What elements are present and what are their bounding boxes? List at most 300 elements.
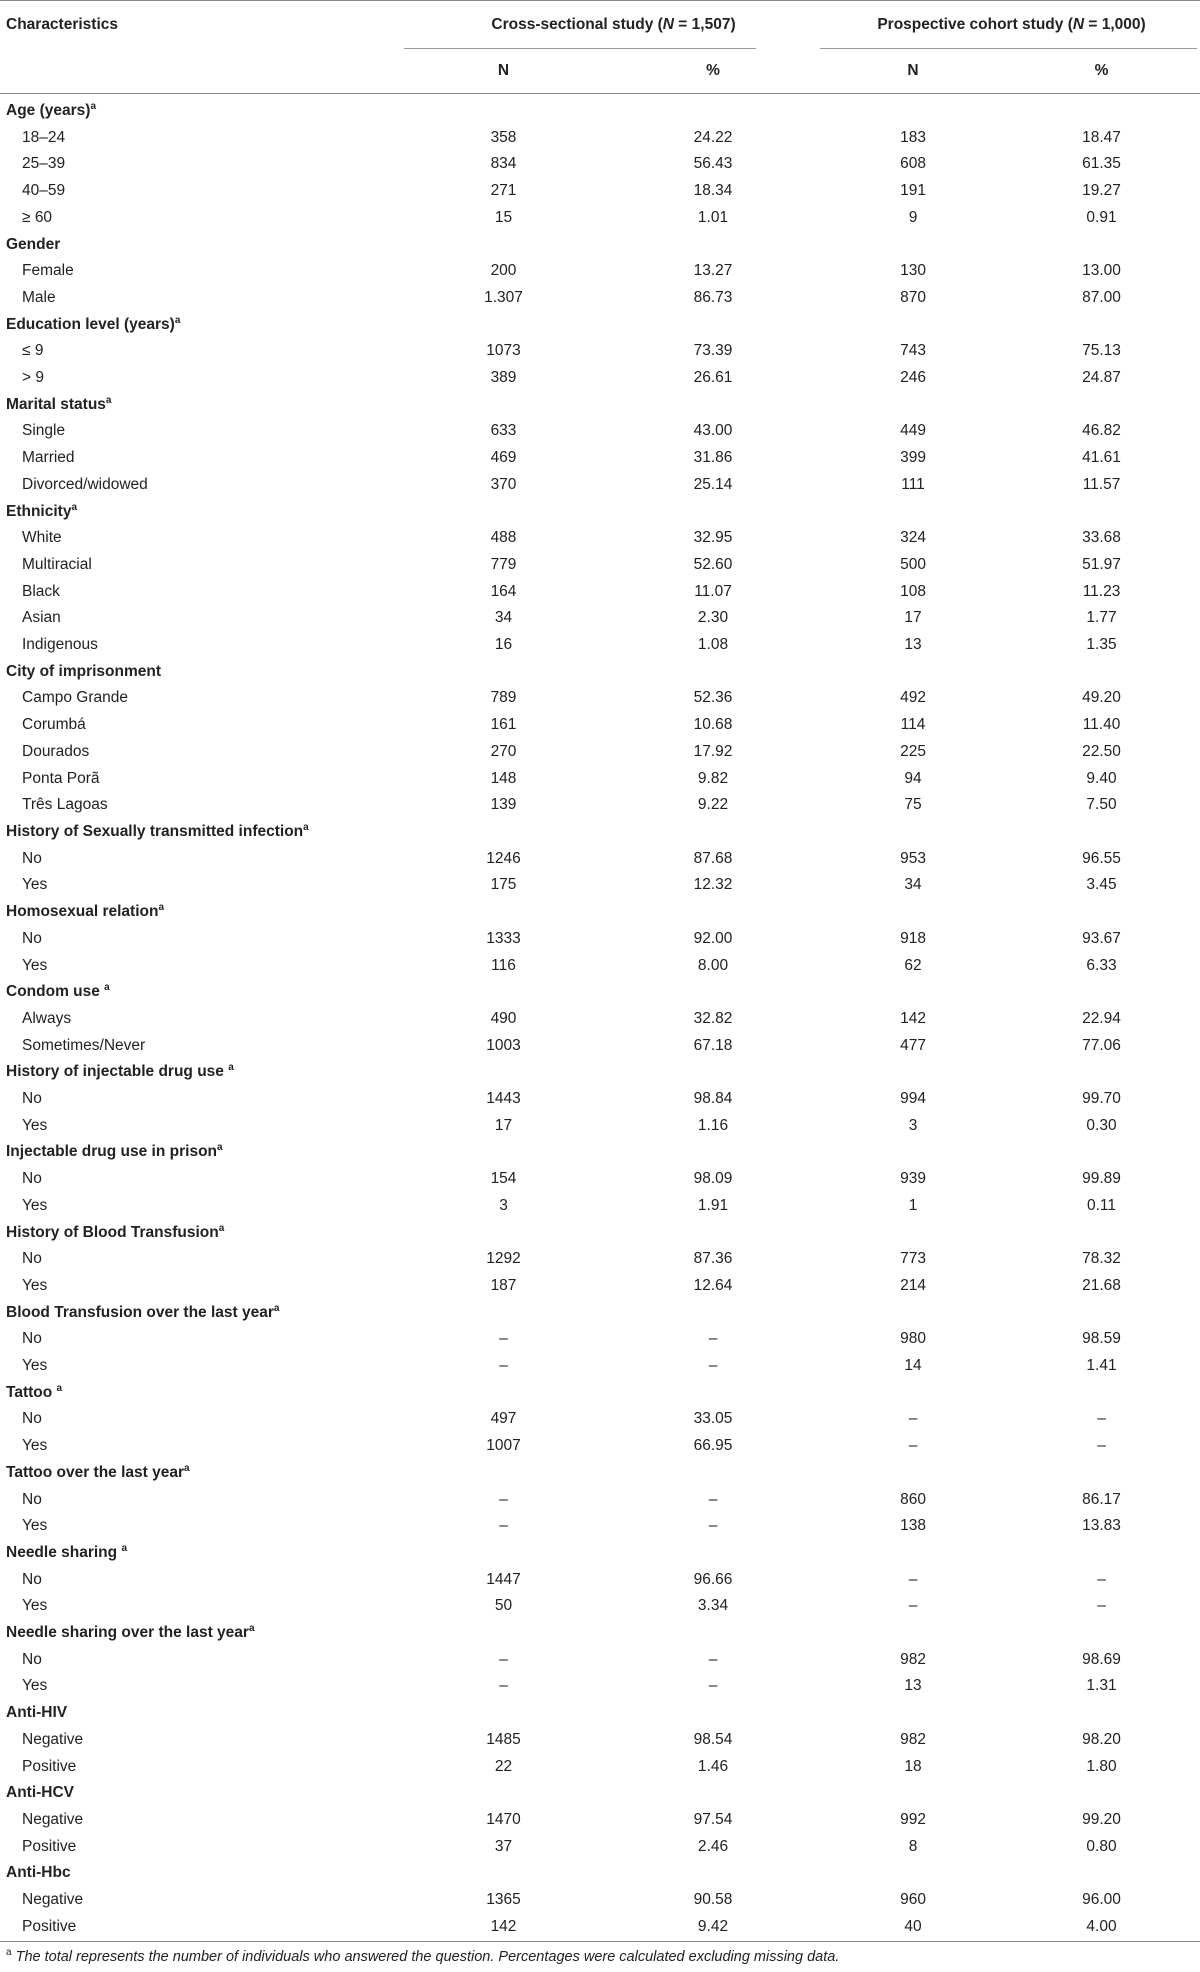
table-row	[0, 1727, 1200, 1754]
cs-pct-cell: 8.00	[697, 956, 729, 974]
pc-pct-cell: 1.31	[1086, 1677, 1117, 1695]
section-label: Needle sharing over the last year$^a$	[6, 1623, 255, 1642]
table-row	[0, 1273, 1200, 1300]
table-row	[0, 766, 1200, 793]
cs-n-cell: 200	[490, 262, 517, 280]
header-cs-n: N	[404, 49, 603, 94]
section-row	[0, 1460, 1200, 1487]
cs-n-cell: 164	[490, 582, 517, 600]
cs-n-cell: 834	[490, 155, 517, 173]
table-row	[0, 1887, 1200, 1914]
pc-n-cell: 3	[908, 1116, 918, 1134]
footnote-marker: a	[228, 1062, 234, 1074]
footnote-marker: a	[104, 982, 110, 994]
section-row	[0, 819, 1200, 846]
cs-pct-cell: 10.68	[693, 716, 733, 734]
cs-pct-cell: 90.58	[693, 1891, 733, 1909]
footnote-marker: a	[174, 314, 181, 326]
cs-pct-cell: 73.39	[693, 342, 733, 360]
pc-pct-cell: 51.97	[1082, 555, 1121, 573]
row-label: Asian	[22, 609, 61, 627]
section-row	[0, 1860, 1200, 1887]
cs-pct-cell: 97.54	[693, 1811, 733, 1828]
cs-n-cell: 3	[499, 1196, 508, 1214]
table-row	[0, 1914, 1200, 1941]
row-label: Yes	[22, 1196, 48, 1214]
cs-pct-cell: 33.05	[693, 1410, 733, 1428]
cs-pct-cell: 9.22	[697, 796, 729, 814]
cs-pct-cell: 1.08	[697, 636, 729, 654]
cs-n-cell: 187	[490, 1276, 517, 1294]
cs-n-cell: 1003	[486, 1036, 521, 1054]
section-label: History of injectable drug use $^a$	[6, 1062, 234, 1081]
pc-n-cell: 9	[908, 208, 918, 226]
section-label: Anti-HCV	[6, 1784, 75, 1802]
section-label: Anti-HIV	[6, 1704, 68, 1722]
pc-n-cell: 13	[904, 1677, 922, 1695]
pc-pct-cell: 93.67	[1082, 929, 1121, 947]
header-prospective-cohort: Prospective cohort study (N = 1,000)	[823, 1, 1200, 50]
cs-n-cell: 116	[491, 956, 516, 974]
pc-n-cell: 500	[900, 555, 926, 573]
row-label: Negative	[22, 1730, 84, 1748]
pc-n-cell: 225	[900, 742, 926, 760]
cs-pct-cell: –	[708, 1650, 718, 1668]
table-row	[0, 285, 1200, 312]
table-row	[0, 1353, 1200, 1380]
section-label: Ethnicity$^a$	[6, 501, 78, 520]
section-row	[0, 659, 1200, 686]
pc-n-cell: 13	[904, 636, 922, 654]
pc-n-cell: 918	[900, 929, 926, 947]
pc-pct-cell: 11.23	[1082, 582, 1121, 600]
cs-n-cell: –	[499, 1650, 508, 1668]
pc-pct-cell: 21.68	[1082, 1276, 1121, 1294]
section-row	[0, 312, 1200, 339]
pc-pct-cell: 87.00	[1082, 288, 1121, 306]
pc-pct-cell: 13.00	[1082, 262, 1121, 280]
pc-pct-cell: –	[1097, 1570, 1106, 1588]
row-label: Campo Grande	[22, 689, 128, 707]
pc-n-cell: 34	[904, 876, 922, 894]
header-characteristics: Characteristics	[0, 1, 404, 50]
group1-underline	[404, 48, 756, 49]
cs-pct-cell: 32.82	[693, 1009, 733, 1027]
pc-pct-cell: 22.50	[1082, 742, 1121, 760]
cs-n-cell: 50	[494, 1597, 513, 1615]
footnote-marker: a	[217, 1142, 223, 1154]
cs-pct-cell: 92.00	[693, 929, 733, 947]
section-row	[0, 392, 1200, 419]
pc-n-cell: 773	[900, 1250, 926, 1268]
pc-pct-cell: 75.13	[1082, 342, 1121, 360]
cs-pct-cell: 1.16	[697, 1116, 729, 1134]
pc-pct-cell: 61.35	[1082, 155, 1121, 173]
cs-pct-cell: 1.91	[697, 1196, 729, 1214]
table-row	[0, 739, 1200, 766]
pc-pct-cell: 4.00	[1086, 1917, 1117, 1935]
pc-n-cell: –	[908, 1437, 918, 1455]
section-label: Blood Transfusion over the last year$^a$	[6, 1302, 280, 1321]
table-row	[0, 418, 1200, 445]
row-label: Yes	[22, 1597, 48, 1615]
table-row	[0, 1166, 1200, 1193]
row-label: Yes	[22, 1276, 48, 1294]
row-label: 25–39	[22, 155, 66, 173]
table-row	[0, 1513, 1200, 1540]
pc-pct-cell: 9.40	[1086, 769, 1117, 787]
pc-n-cell: 130	[900, 262, 926, 280]
table-row	[0, 685, 1200, 712]
section-label: Condom use $^a$	[6, 982, 110, 1001]
cs-n-cell: 1470	[486, 1811, 521, 1828]
cs-pct-cell: 11.07	[694, 582, 732, 600]
row-label: Single	[22, 422, 66, 440]
table-row	[0, 1834, 1200, 1861]
pc-n-cell: 246	[900, 369, 926, 387]
pc-pct-cell: 11.40	[1082, 716, 1121, 734]
pc-pct-cell: 99.70	[1082, 1090, 1121, 1108]
table-row	[0, 1673, 1200, 1700]
pc-n-cell: 142	[900, 1009, 926, 1027]
pc-n-cell: 40	[904, 1917, 922, 1935]
pc-pct-cell: 49.20	[1082, 689, 1121, 707]
table-row	[0, 472, 1200, 499]
pc-n-cell: 18	[904, 1757, 922, 1775]
table-row	[0, 1006, 1200, 1033]
table-row	[0, 1754, 1200, 1781]
row-label: No	[22, 1570, 42, 1588]
table-row	[0, 552, 1200, 579]
pc-pct-cell: 0.80	[1086, 1837, 1117, 1855]
section-row	[0, 1780, 1200, 1807]
pc-pct-cell: 96.55	[1082, 849, 1121, 867]
row-label: 18–24	[22, 128, 66, 146]
row-label: Positive	[22, 1757, 77, 1775]
table-row	[0, 605, 1200, 632]
row-label: Negative	[22, 1891, 84, 1909]
cs-n-cell: 16	[494, 636, 513, 654]
cs-pct-cell: 86.73	[693, 288, 733, 306]
footnote-marker: a	[184, 1462, 190, 1474]
pc-pct-cell: 1.77	[1086, 609, 1117, 627]
cs-n-cell: 1333	[486, 929, 521, 947]
table-row	[0, 846, 1200, 873]
row-label: Positive	[22, 1917, 77, 1935]
cs-pct-cell: 87.68	[693, 849, 733, 867]
row-label: Yes	[22, 1116, 48, 1134]
cs-pct-cell: –	[708, 1357, 718, 1375]
row-label: Yes	[22, 1677, 48, 1695]
cs-n-cell: 142	[490, 1917, 517, 1935]
table-row	[0, 151, 1200, 178]
pc-pct-cell: 1.41	[1086, 1357, 1117, 1375]
pc-pct-cell: 13.83	[1082, 1517, 1121, 1535]
cs-pct-cell: 9.42	[697, 1917, 729, 1935]
table-row	[0, 1433, 1200, 1460]
section-row	[0, 1620, 1200, 1647]
cs-pct-cell: –	[708, 1490, 718, 1508]
cs-pct-cell: 3.34	[697, 1597, 729, 1615]
pc-n-cell: 1	[908, 1196, 918, 1214]
pc-pct-cell: 41.61	[1082, 449, 1121, 467]
cs-n-cell: 1292	[486, 1250, 521, 1268]
section-row	[0, 94, 1200, 125]
pc-n-cell: 477	[900, 1036, 926, 1054]
footnote-marker: a	[56, 1382, 63, 1394]
cs-pct-cell: 96.66	[693, 1570, 733, 1588]
cs-n-cell: 161	[490, 716, 517, 734]
pc-n-cell: 939	[900, 1170, 926, 1188]
pc-pct-cell: –	[1097, 1437, 1106, 1455]
row-label: Yes	[22, 1517, 48, 1535]
footnote-marker: a	[158, 902, 165, 914]
row-label: No	[22, 1170, 42, 1188]
pc-n-cell: 114	[900, 716, 926, 734]
table-row	[0, 125, 1200, 152]
section-label: History of Sexually transmitted infection$^a$	[6, 821, 309, 840]
section-row	[0, 1700, 1200, 1727]
section-row	[0, 1540, 1200, 1567]
pc-n-cell: 17	[904, 609, 922, 627]
section-row	[0, 1220, 1200, 1247]
section-label: Anti-Hbc	[6, 1864, 71, 1882]
group2-underline	[820, 48, 1197, 49]
footnote-marker: a	[303, 821, 309, 833]
pc-n-cell: 992	[900, 1811, 926, 1828]
table-row	[0, 1567, 1200, 1594]
pc-n-cell: –	[908, 1570, 918, 1588]
cs-pct-cell: 52.36	[693, 689, 733, 707]
cs-n-cell: 1073	[486, 342, 521, 360]
section-row	[0, 499, 1200, 526]
section-row	[0, 979, 1200, 1006]
pc-pct-cell: 96.00	[1082, 1891, 1121, 1909]
pc-pct-cell: 46.82	[1082, 422, 1121, 440]
section-label: Tattoo $^a$	[6, 1382, 63, 1401]
pc-pct-cell: 99.20	[1082, 1811, 1121, 1828]
cs-n-cell: 15	[494, 208, 513, 226]
cs-pct-cell: 98.84	[693, 1090, 733, 1108]
cs-n-cell: 154	[490, 1170, 517, 1188]
cs-pct-cell: 24.22	[693, 128, 733, 146]
pc-n-cell: 75	[904, 796, 922, 814]
section-label: Education level (years)$^a$	[6, 314, 181, 333]
row-label: Multiracial	[22, 555, 92, 573]
cs-pct-cell: 98.54	[693, 1730, 733, 1748]
pc-n-cell: 8	[908, 1837, 918, 1855]
pc-pct-cell: 18.47	[1082, 128, 1121, 146]
cs-n-cell: 1447	[486, 1570, 521, 1588]
section-label: Gender	[6, 235, 61, 253]
header-cs-pct: %	[603, 49, 823, 94]
row-label: ≤ 9	[22, 342, 44, 360]
cs-pct-cell: –	[708, 1330, 718, 1348]
cs-pct-cell: 31.86	[693, 449, 733, 467]
pc-n-cell: 14	[904, 1357, 922, 1375]
section-row	[0, 1380, 1200, 1407]
table-row	[0, 1033, 1200, 1060]
footnote-marker: a	[248, 1623, 255, 1635]
cs-n-cell: –	[499, 1677, 508, 1695]
cs-pct-cell: 12.32	[693, 876, 733, 894]
row-label: No	[22, 1490, 42, 1508]
row-label: No	[22, 929, 42, 947]
cs-n-cell: 271	[490, 182, 517, 200]
row-label: Sometimes/Never	[22, 1036, 146, 1054]
row-label: Positive	[22, 1837, 77, 1855]
pc-pct-cell: 1.80	[1086, 1757, 1117, 1775]
row-label: Male	[22, 288, 56, 306]
header-pc-pct: %	[1003, 49, 1200, 94]
pc-pct-cell: 86.17	[1082, 1490, 1121, 1508]
footnote-marker: a	[121, 1542, 127, 1554]
table-row	[0, 1406, 1200, 1433]
table-row	[0, 1086, 1200, 1113]
pc-pct-cell: 0.91	[1086, 208, 1117, 226]
table-row	[0, 712, 1200, 739]
cs-pct-cell: 52.60	[693, 555, 733, 573]
section-label: City of imprisonment	[6, 662, 162, 680]
pc-n-cell: 953	[900, 849, 926, 867]
row-label: ≥ 60	[22, 208, 53, 226]
pc-n-cell: 111	[901, 475, 925, 493]
pc-pct-cell: 3.45	[1086, 876, 1117, 894]
cs-pct-cell: 1.46	[697, 1757, 729, 1775]
pc-pct-cell: 6.33	[1086, 956, 1117, 974]
pc-pct-cell: 98.69	[1082, 1650, 1121, 1668]
pc-pct-cell: 77.06	[1082, 1036, 1121, 1054]
pc-n-cell: 449	[900, 422, 926, 440]
pc-n-cell: 108	[900, 582, 926, 600]
section-row	[0, 1300, 1200, 1327]
table-row	[0, 365, 1200, 392]
section-row	[0, 232, 1200, 259]
pc-n-cell: 743	[900, 342, 926, 360]
table-row	[0, 953, 1200, 980]
row-label: Ponta Porã	[22, 769, 100, 787]
pc-n-cell: 994	[900, 1090, 926, 1108]
row-label: No	[22, 1650, 42, 1668]
table-footnote: $^a$ The total represents the number of individuals who answered the question. Percentages were calculated excluding missing data.	[0, 1941, 1200, 1972]
header-blank	[0, 49, 404, 94]
cs-n-cell: –	[499, 1357, 508, 1375]
cs-pct-cell: –	[708, 1677, 718, 1695]
row-label: Negative	[22, 1811, 84, 1828]
cs-pct-cell: 1.01	[697, 208, 729, 226]
header-cross-sectional: Cross-sectional study (N = 1,507)	[404, 1, 823, 50]
cs-pct-cell: 32.95	[693, 529, 733, 547]
pc-n-cell: 191	[900, 182, 926, 200]
cs-n-cell: 37	[494, 1837, 513, 1855]
pc-pct-cell: 1.35	[1086, 636, 1117, 654]
cs-n-cell: 1007	[486, 1437, 521, 1455]
table-row	[0, 1487, 1200, 1514]
pc-pct-cell: –	[1097, 1410, 1106, 1428]
cs-n-cell: 22	[494, 1757, 513, 1775]
table-row	[0, 258, 1200, 285]
section-row	[0, 899, 1200, 926]
row-label: Indigenous	[22, 636, 98, 654]
pc-n-cell: 492	[900, 689, 926, 707]
cs-n-cell: 488	[490, 529, 517, 547]
cs-pct-cell: 2.46	[697, 1837, 729, 1855]
row-label: Três Lagoas	[22, 796, 108, 814]
section-row	[0, 1139, 1200, 1166]
footnote-marker: a	[218, 1222, 225, 1234]
cs-n-cell: 1246	[486, 849, 521, 867]
row-label: White	[22, 529, 62, 547]
cs-n-cell: –	[499, 1490, 508, 1508]
cs-n-cell: 1485	[486, 1730, 521, 1748]
table-row	[0, 1113, 1200, 1140]
section-label: Homosexual relation$^a$	[6, 902, 165, 921]
section-label: Tattoo over the last year$^a$	[6, 1462, 190, 1481]
cs-n-cell: 139	[490, 796, 517, 814]
cs-n-cell: 789	[490, 689, 517, 707]
cs-n-cell: 1365	[486, 1891, 521, 1909]
cs-n-cell: 270	[490, 742, 517, 760]
table-row	[0, 1326, 1200, 1353]
table-row	[0, 632, 1200, 659]
section-label: Age (years)$^a$	[6, 101, 96, 119]
row-label: Dourados	[22, 742, 90, 760]
footnote-marker: a	[273, 1302, 280, 1314]
section-row	[0, 1059, 1200, 1086]
cs-pct-cell: 66.95	[693, 1437, 733, 1455]
pc-pct-cell: 7.50	[1086, 796, 1117, 814]
pc-n-cell: 982	[900, 1650, 926, 1668]
table-row	[0, 1807, 1200, 1834]
row-label: 40–59	[22, 182, 66, 200]
cs-pct-cell: 98.09	[693, 1170, 733, 1188]
pc-n-cell: 399	[900, 449, 926, 467]
cs-pct-cell: 13.27	[693, 262, 733, 280]
table-row	[0, 1193, 1200, 1220]
pc-pct-cell: 19.27	[1082, 182, 1121, 200]
pc-n-cell: 870	[900, 288, 926, 306]
pc-n-cell: 183	[900, 128, 926, 146]
cs-n-cell: 633	[490, 422, 517, 440]
table-row	[0, 205, 1200, 232]
pc-pct-cell: 22.94	[1082, 1009, 1121, 1027]
row-label: Female	[22, 262, 74, 280]
row-label: > 9	[22, 369, 44, 387]
pc-n-cell: 138	[900, 1517, 926, 1535]
cs-n-cell: 779	[490, 555, 517, 573]
footnote-marker: a	[71, 501, 78, 513]
header-pc-n: N	[823, 49, 1003, 94]
cs-n-cell: 490	[490, 1009, 517, 1027]
pc-pct-cell: 33.68	[1082, 529, 1121, 547]
footnote-marker: a	[105, 394, 112, 406]
cs-n-cell: 1.307	[484, 288, 523, 306]
cs-n-cell: 370	[490, 475, 517, 493]
cs-pct-cell: 17.92	[693, 742, 733, 760]
cs-n-cell: –	[499, 1330, 508, 1348]
pc-n-cell: 860	[900, 1490, 926, 1508]
pc-pct-cell: 0.30	[1086, 1116, 1117, 1134]
cs-n-cell: 17	[494, 1116, 513, 1134]
pc-pct-cell: 11.57	[1082, 475, 1121, 493]
pc-pct-cell: 98.20	[1082, 1730, 1121, 1748]
pc-pct-cell: –	[1097, 1597, 1106, 1615]
table-row	[0, 1593, 1200, 1620]
pc-n-cell: 94	[904, 769, 922, 787]
pc-n-cell: 62	[904, 956, 922, 974]
cs-n-cell: 497	[490, 1410, 517, 1428]
cs-n-cell: 148	[490, 769, 517, 787]
